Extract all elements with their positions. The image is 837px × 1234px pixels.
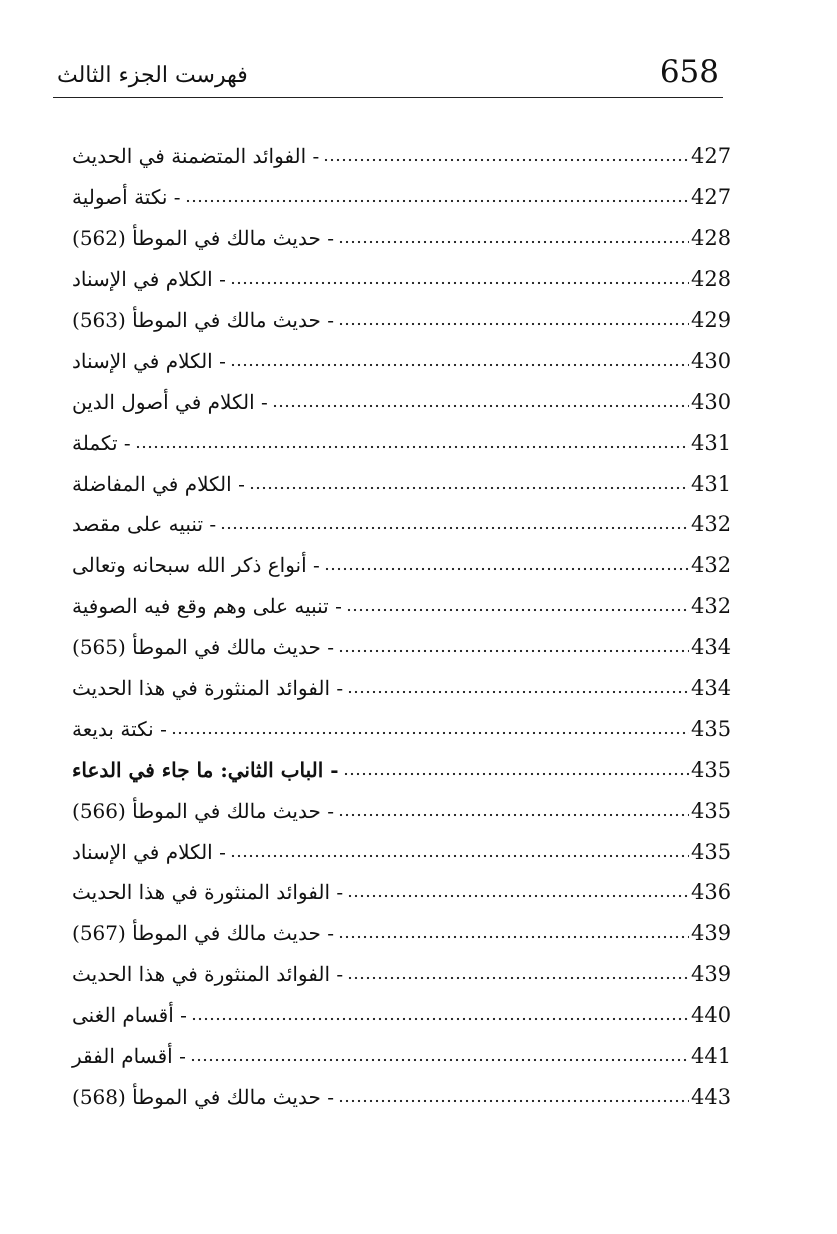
dot-leader [347, 971, 689, 985]
toc-entry [72, 790, 735, 831]
dot-leader [230, 849, 689, 863]
dot-leader [323, 153, 689, 167]
toc-entry-page: 428 [691, 267, 732, 292]
dot-leader [338, 1094, 689, 1108]
dot-leader [230, 276, 689, 290]
toc-entry-page: 427 [691, 144, 732, 169]
toc-entry-title: - حديث مالك في الموطأ (565) [72, 635, 334, 660]
page-header [53, 54, 723, 98]
toc-entry-page: 429 [691, 308, 732, 332]
toc-entry-title: - تكملة [72, 430, 131, 455]
toc-entry-page: 430 [691, 389, 732, 414]
toc-entry-title: - نكتة أصولية [72, 185, 181, 210]
toc-entry [72, 422, 735, 463]
toc-entry-title: - حديث مالك في الموطأ (562) [72, 226, 334, 251]
toc-entry [72, 463, 735, 504]
toc-entry [72, 586, 735, 627]
dot-leader [171, 726, 689, 740]
toc-entry-page: 435 [691, 757, 732, 782]
dot-leader [347, 889, 689, 903]
header-rule [53, 97, 723, 98]
toc-entry-title: - الكلام في الإسناد [72, 839, 226, 864]
dot-leader [324, 562, 689, 576]
toc-entry-title: - الكلام في المفاضلة [72, 471, 245, 496]
toc-entry-title: - الكلام في أصول الدين [72, 389, 268, 414]
toc-entry-page: 428 [691, 226, 732, 251]
toc-entry-page: 440 [691, 1003, 732, 1028]
toc-entry-page: 435 [691, 716, 732, 741]
dot-leader [220, 521, 689, 535]
toc-entry-page: 439 [691, 921, 732, 946]
toc-entry-page: 434 [691, 676, 732, 701]
toc-entry-page: 434 [691, 635, 732, 660]
toc-entry [72, 300, 735, 341]
dot-leader [230, 358, 689, 372]
dot-leader [338, 930, 689, 944]
toc-entry-title: - حديث مالك في الموطأ (568) [72, 1084, 334, 1109]
toc-entry-title: - الكلام في الإسناد [72, 267, 226, 292]
dot-leader [272, 399, 689, 413]
dot-leader [338, 644, 689, 658]
toc-entry-page: 432 [691, 512, 732, 537]
page-number: 658 [659, 54, 719, 90]
toc-entry-page: 431 [691, 471, 732, 496]
toc-entry [72, 954, 735, 995]
dot-leader [347, 685, 689, 699]
toc-entry [72, 218, 735, 259]
toc-entry-page: 427 [691, 185, 732, 210]
toc-entry-title: - الفوائد المنثورة في هذا الحديث [72, 676, 344, 701]
toc-entry-page: 430 [691, 348, 732, 373]
toc-entry-page: 432 [691, 594, 732, 619]
toc-entry [72, 177, 735, 218]
toc-entry [72, 872, 735, 913]
toc-entry-title: - الكلام في الإسناد [72, 348, 226, 373]
toc-entry-title: - حديث مالك في الموطأ (567) [72, 921, 334, 946]
toc-entry-page: 441 [691, 1044, 732, 1069]
dot-leader [249, 481, 689, 495]
toc-entry-page: 435 [691, 839, 732, 864]
toc-entry [72, 749, 735, 790]
toc-entry [72, 1036, 735, 1077]
toc-entry-title: - نكتة بديعة [72, 716, 167, 741]
toc-entry-title: - الفوائد المنثورة في هذا الحديث [72, 880, 344, 905]
toc-entry-title: - حديث مالك في الموطأ (563) [72, 308, 334, 332]
toc-entry-page: 431 [691, 430, 732, 455]
dot-leader [338, 808, 689, 822]
toc-entry [72, 504, 735, 545]
toc-entry-page: 432 [691, 553, 732, 578]
toc-entry-title: - أقسام الفقر [72, 1044, 186, 1069]
toc-entry [72, 381, 735, 422]
toc-entry [72, 831, 735, 872]
table-of-contents [72, 136, 735, 1117]
toc-entry-title: - تنبيه على وهم وقع فيه الصوفية [72, 594, 342, 619]
toc-entry-page: 436 [691, 880, 732, 905]
dot-leader [191, 1012, 689, 1026]
dot-leader [190, 1053, 689, 1067]
toc-entry-page: 443 [691, 1084, 732, 1109]
toc-entry [72, 1076, 735, 1117]
dot-leader [185, 194, 689, 208]
dot-leader [338, 235, 689, 249]
toc-entry [72, 340, 735, 381]
dot-leader [343, 767, 689, 781]
toc-entry [72, 136, 735, 177]
toc-entry-page: 439 [691, 962, 732, 987]
toc-entry [72, 259, 735, 300]
toc-entry [72, 708, 735, 749]
toc-entry [72, 627, 735, 668]
toc-entry [72, 913, 735, 954]
toc-entry-title: - أنواع ذكر الله سبحانه وتعالى [72, 553, 320, 578]
toc-entry-title: - الفوائد المنثورة في هذا الحديث [72, 962, 344, 987]
dot-leader [346, 603, 689, 617]
toc-entry-title: - الباب الثاني: ما جاء في الدعاء [72, 757, 339, 782]
toc-entry [72, 545, 735, 586]
toc-entry-title: - أقسام الغنى [72, 1003, 187, 1028]
toc-entry-title: - الفوائد المتضمنة في الحديث [72, 144, 320, 169]
toc-entry-title: - حديث مالك في الموطأ (566) [72, 798, 334, 823]
dot-leader [135, 440, 689, 454]
toc-entry-title: - تنبيه على مقصد [72, 512, 217, 537]
dot-leader [338, 317, 689, 331]
running-title: فهرست الجزء الثالث [57, 63, 248, 88]
toc-entry [72, 995, 735, 1036]
toc-entry-page: 435 [691, 798, 732, 823]
toc-entry [72, 668, 735, 709]
